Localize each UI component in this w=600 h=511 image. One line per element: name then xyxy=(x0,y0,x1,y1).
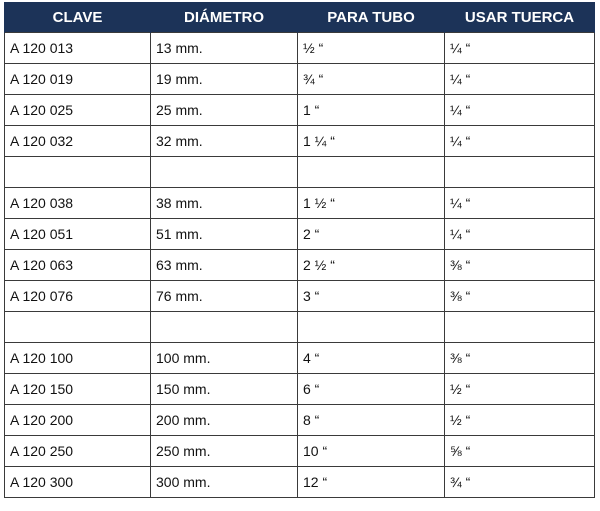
cell-diametro: 38 mm. xyxy=(151,188,298,219)
cell-clave: A 120 200 xyxy=(5,405,151,436)
cell-diametro xyxy=(151,312,298,343)
table-row xyxy=(5,33,595,64)
cell-clave: A 120 038 xyxy=(5,188,151,219)
cell-clave: A 120 032 xyxy=(5,126,151,157)
cell-clave: A 120 300 xyxy=(5,467,151,498)
cell-usar-tuerca: ½ “ xyxy=(445,374,595,405)
cell-para-tubo: 12 “ xyxy=(298,467,445,498)
table-row xyxy=(5,219,595,250)
cell-clave: A 120 025 xyxy=(5,95,151,126)
table-body xyxy=(5,33,595,498)
table-row xyxy=(5,95,595,126)
cell-para-tubo: 6 “ xyxy=(298,374,445,405)
cell-usar-tuerca: ¼ “ xyxy=(445,219,595,250)
table-row xyxy=(5,467,595,498)
cell-para-tubo: 4 “ xyxy=(298,343,445,374)
cell-usar-tuerca: ⅜ “ xyxy=(445,343,595,374)
cell-clave: A 120 150 xyxy=(5,374,151,405)
cell-clave: A 120 063 xyxy=(5,250,151,281)
cell-clave: A 120 019 xyxy=(5,64,151,95)
cell-para-tubo: 2 “ xyxy=(298,219,445,250)
cell-usar-tuerca: ⅜ “ xyxy=(445,281,595,312)
header-usar-tuerca: USAR TUERCA xyxy=(445,2,595,33)
cell-clave xyxy=(5,312,151,343)
cell-clave: A 120 076 xyxy=(5,281,151,312)
cell-diametro: 300 mm. xyxy=(151,467,298,498)
table-row xyxy=(5,405,595,436)
cell-clave: A 120 051 xyxy=(5,219,151,250)
cell-usar-tuerca xyxy=(445,157,595,188)
cell-diametro xyxy=(151,157,298,188)
cell-para-tubo: 1 ½ “ xyxy=(298,188,445,219)
header-clave: CLAVE xyxy=(5,2,151,33)
cell-para-tubo: ¾ “ xyxy=(298,64,445,95)
table-row xyxy=(5,188,595,219)
table-row xyxy=(5,250,595,281)
table-row xyxy=(5,343,595,374)
cell-usar-tuerca: ¾ “ xyxy=(445,467,595,498)
product-table xyxy=(4,2,595,498)
table-row xyxy=(5,374,595,405)
cell-diametro: 100 mm. xyxy=(151,343,298,374)
cell-para-tubo xyxy=(298,157,445,188)
spacer-row xyxy=(5,157,595,188)
header-row xyxy=(5,2,595,33)
cell-para-tubo: 1 ¼ “ xyxy=(298,126,445,157)
cell-diametro: 32 mm. xyxy=(151,126,298,157)
cell-diametro: 250 mm. xyxy=(151,436,298,467)
table-row xyxy=(5,126,595,157)
cell-usar-tuerca: ½ “ xyxy=(445,405,595,436)
table-header xyxy=(5,2,595,33)
cell-diametro: 63 mm. xyxy=(151,250,298,281)
cell-clave: A 120 250 xyxy=(5,436,151,467)
cell-diametro: 200 mm. xyxy=(151,405,298,436)
cell-usar-tuerca: ¼ “ xyxy=(445,95,595,126)
cell-clave xyxy=(5,157,151,188)
cell-para-tubo: 3 “ xyxy=(298,281,445,312)
cell-usar-tuerca: ¼ “ xyxy=(445,64,595,95)
spacer-row xyxy=(5,312,595,343)
header-para-tubo: PARA TUBO xyxy=(298,2,445,33)
cell-para-tubo: 8 “ xyxy=(298,405,445,436)
cell-diametro: 51 mm. xyxy=(151,219,298,250)
cell-diametro: 76 mm. xyxy=(151,281,298,312)
cell-diametro: 13 mm. xyxy=(151,33,298,64)
cell-usar-tuerca: ⅝ “ xyxy=(445,436,595,467)
cell-clave: A 120 100 xyxy=(5,343,151,374)
cell-usar-tuerca: ¼ “ xyxy=(445,188,595,219)
cell-para-tubo: 10 “ xyxy=(298,436,445,467)
cell-diametro: 150 mm. xyxy=(151,374,298,405)
table-row xyxy=(5,281,595,312)
cell-para-tubo: 1 “ xyxy=(298,95,445,126)
table-row xyxy=(5,436,595,467)
cell-para-tubo: ½ “ xyxy=(298,33,445,64)
cell-usar-tuerca: ¼ “ xyxy=(445,126,595,157)
table-row xyxy=(5,64,595,95)
cell-diametro: 25 mm. xyxy=(151,95,298,126)
cell-usar-tuerca: ¼ “ xyxy=(445,33,595,64)
cell-usar-tuerca: ⅜ “ xyxy=(445,250,595,281)
cell-para-tubo: 2 ½ “ xyxy=(298,250,445,281)
cell-clave: A 120 013 xyxy=(5,33,151,64)
cell-para-tubo xyxy=(298,312,445,343)
header-diametro: DIÁMETRO xyxy=(151,2,298,33)
cell-usar-tuerca xyxy=(445,312,595,343)
cell-diametro: 19 mm. xyxy=(151,64,298,95)
